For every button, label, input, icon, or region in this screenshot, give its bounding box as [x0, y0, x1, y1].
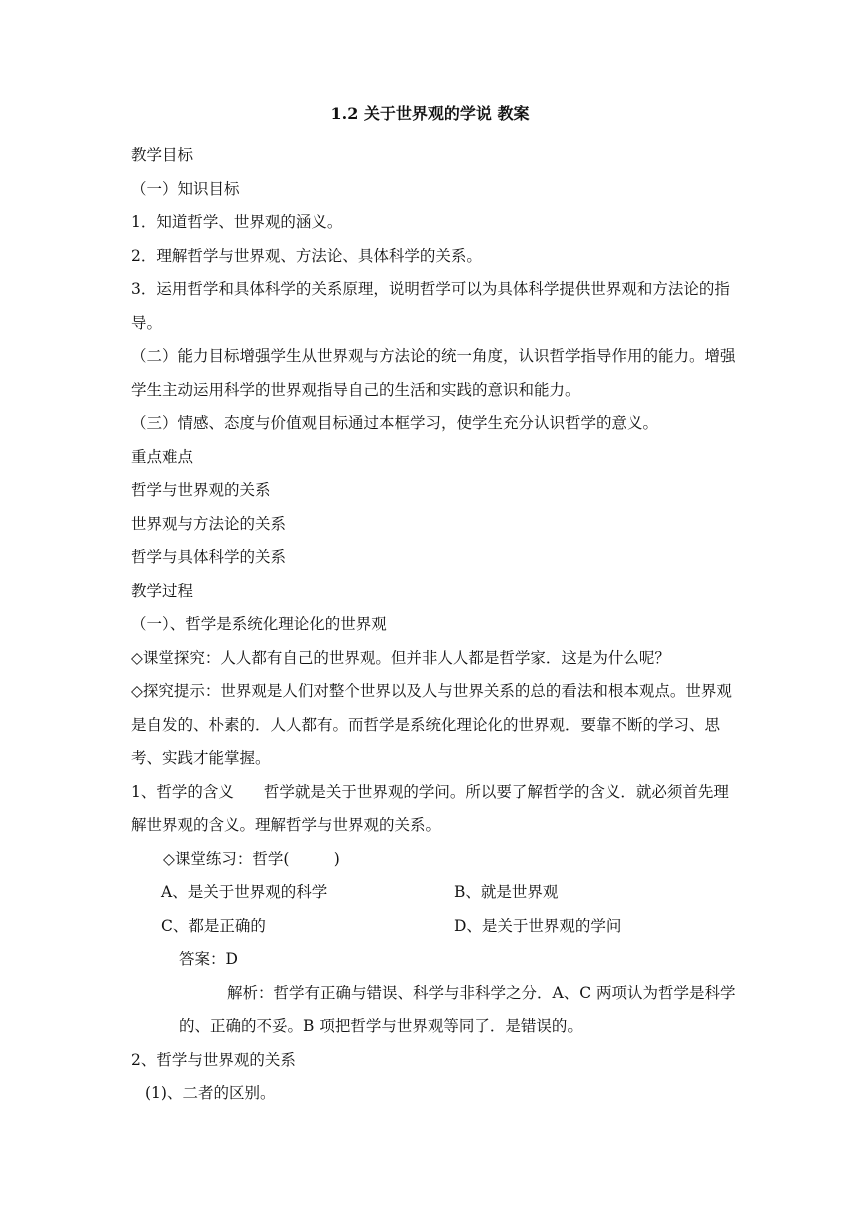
analysis-text: 解析：哲学有正确与错误、科学与非科学之分．A、C 两项认为哲学是科学的、正确的不妥。B 项把哲学与世界观等同了．是错误的。 [179, 983, 736, 1035]
philosophy-meaning-label: 1、哲学的含义 [131, 782, 234, 801]
class-exercise: ◇课堂练习：哲学( ) [163, 849, 340, 868]
key-point-2: 世界观与方法论的关系 [131, 514, 287, 533]
heading-teaching-process: 教学过程 [131, 581, 194, 600]
option-d: D、是关于世界观的学问 [454, 916, 622, 935]
ability-goal-paragraph: （二）能力目标增强学生从世界观与方法论的统一角度，认识哲学指导作用的能力。增强学生主动运用科学的世界观指导自己的生活和实践的意识和能力。 [131, 347, 736, 399]
option-row-2 [131, 910, 741, 944]
goal-item-3: 3．运用哲学和具体科学的关系原理，说明哲学可以为具体科学提供世界观和方法论的指导。 [131, 280, 730, 332]
philosophy-meaning-text: 哲学就是关于世界观的学问。所以要了解哲学的含义．就必须首先理解世界观的含义。理解哲学与世界观的关系。 [131, 782, 729, 834]
option-a: A、是关于世界观的科学 [161, 883, 328, 901]
goal-item-1: 1．知道哲学、世界观的涵义。 [131, 213, 343, 231]
heading-teaching-goals: 教学目标 [131, 146, 194, 164]
inquiry-hint: ◇探究提示：世界观是人们对整个世界以及人与世界关系的总的看法和根本观点。世界观是自发的、朴素的．人人都有。而哲学是系统化理论化的世界观．要靠不断的学习、思考、实践才能掌握。 [131, 682, 732, 767]
option-c: C、都是正确的 [161, 916, 266, 935]
subsection-difference: (1)、二者的区别。 [145, 1084, 276, 1102]
key-point-3: 哲学与具体科学的关系 [131, 548, 287, 566]
philosophy-meaning-paragraph [131, 776, 741, 843]
option-b: B、就是世界观 [454, 883, 559, 901]
subheading-knowledge-goals: （一）知识目标 [131, 179, 240, 198]
document-title: 1.2 关于世界观的学说 教案 [330, 104, 530, 123]
option-row-1 [131, 876, 741, 910]
analysis-paragraph [131, 977, 741, 1044]
section-2-heading: 2、哲学与世界观的关系 [131, 1050, 296, 1069]
class-inquiry: ◇课堂探究：人人都有自己的世界观。但并非人人都是哲学家．这是为什么呢？ [131, 648, 670, 667]
key-point-1: 哲学与世界观的关系 [131, 481, 271, 499]
heading-key-points: 重点难点 [131, 447, 194, 466]
answer-line: 答案：D [179, 950, 238, 968]
goal-item-2: 2．理解哲学与世界观、方法论、具体科学的关系。 [131, 246, 482, 265]
document-body [131, 139, 741, 1111]
emotion-goal-paragraph: （三）情感、态度与价值观目标通过本框学习，使学生充分认识哲学的意义。 [131, 414, 659, 432]
section-1-heading: （一）、哲学是系统化理论化的世界观 [131, 615, 387, 633]
